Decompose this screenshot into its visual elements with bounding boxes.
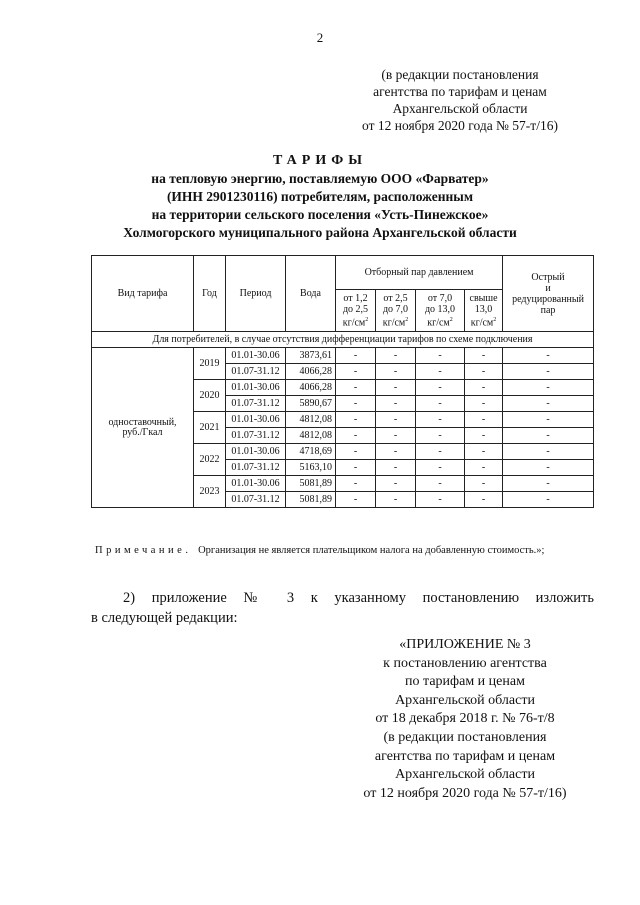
dash-cell: -: [376, 444, 416, 460]
period-cell: 01.01-30.06: [226, 348, 286, 364]
dash-cell: -: [416, 476, 465, 492]
dash-cell: -: [503, 348, 594, 364]
header-steam-unit: $кг/см^2$: [470, 316, 497, 329]
title-line: Холмогорского муниципального района Архангельской области: [123, 225, 517, 240]
header-note-line: агентства по тарифам и ценам: [373, 84, 547, 99]
period-cell: 01.01-30.06: [226, 380, 286, 396]
dash-cell: -: [416, 348, 465, 364]
header-reduced-steam: [503, 256, 594, 332]
header-steam-line: 13,0: [474, 303, 493, 315]
header-steam-4: [465, 290, 503, 332]
paragraph-line: 2) приложение № 3 к указанному постановлению изложить: [123, 590, 594, 606]
header-note: [340, 66, 580, 134]
title-main: ТАРИФЫ: [273, 153, 367, 168]
table-row: [92, 348, 594, 364]
header-steam-1: [336, 290, 376, 332]
group-label: Для потребителей, в случае отсутствия дифференциации тарифов по схеме подключения: [92, 332, 594, 348]
appendix-line: Архангельской области: [395, 767, 535, 783]
note-text: Организация не является плательщиком налога на добавленную стоимость.»;: [198, 545, 545, 556]
header-note-line: (в редакции постановления: [381, 67, 539, 82]
table-note: [95, 545, 544, 556]
dash-cell: -: [336, 428, 376, 444]
dash-cell: -: [465, 348, 503, 364]
header-steam-unit: $кг/см^2$: [427, 316, 453, 329]
page-number: 2: [316, 30, 324, 45]
water-value: 5081,89: [286, 476, 336, 492]
header-tariff-type: Вид тарифа: [92, 256, 194, 332]
header-year: Год: [194, 256, 226, 332]
dash-cell: -: [376, 380, 416, 396]
note-label: Примечание.: [95, 545, 192, 556]
header-reduced-line: пар: [540, 304, 556, 316]
dash-cell: -: [376, 364, 416, 380]
dash-cell: -: [465, 492, 503, 508]
period-cell: 01.01-30.06: [226, 476, 286, 492]
dash-cell: -: [416, 444, 465, 460]
dash-cell: -: [503, 380, 594, 396]
appendix-line: по тарифам и ценам: [405, 674, 525, 690]
header-reduced-line: редуцированный: [512, 293, 584, 305]
dash-cell: -: [336, 444, 376, 460]
year-cell: 2023: [194, 476, 226, 508]
dash-cell: -: [416, 492, 465, 508]
header-steam-line: от 2,5: [383, 292, 408, 304]
dash-cell: -: [376, 396, 416, 412]
dash-cell: -: [376, 476, 416, 492]
dash-cell: -: [376, 412, 416, 428]
dash-cell: -: [465, 444, 503, 460]
water-value: 4066,28: [286, 364, 336, 380]
water-value: 4718,69: [286, 444, 336, 460]
dash-cell: -: [336, 460, 376, 476]
dash-cell: -: [503, 444, 594, 460]
dash-cell: -: [416, 460, 465, 476]
header-steam-line: от 1,2: [343, 292, 368, 304]
dash-cell: -: [503, 364, 594, 380]
header-reduced-line: Острый: [531, 271, 565, 283]
appendix-line: к постановлению агентства: [383, 655, 547, 671]
dash-cell: -: [416, 396, 465, 412]
dash-cell: -: [465, 364, 503, 380]
dash-cell: -: [336, 412, 376, 428]
dash-cell: -: [465, 476, 503, 492]
dash-cell: -: [376, 348, 416, 364]
dash-cell: -: [503, 396, 594, 412]
title-line: на территории сельского поселения «Усть-Пинежское»: [151, 207, 489, 222]
water-value: 4812,08: [286, 412, 336, 428]
header-period: Период: [226, 256, 286, 332]
dash-cell: -: [465, 412, 503, 428]
water-value: 5081,89: [286, 492, 336, 508]
dash-cell: -: [336, 492, 376, 508]
period-cell: 01.01-30.06: [226, 412, 286, 428]
year-cell: 2019: [194, 348, 226, 380]
header-steam-line: до 13,0: [424, 303, 456, 315]
dash-cell: -: [503, 460, 594, 476]
header-steam-line: до 2,5: [342, 303, 369, 315]
tariff-name-cell: [92, 348, 194, 508]
dash-cell: -: [336, 380, 376, 396]
header-steam-line: до 7,0: [382, 303, 409, 315]
tariff-table: [91, 255, 594, 508]
dash-cell: -: [503, 428, 594, 444]
tariff-name-line: руб./Гкал: [122, 426, 163, 438]
header-water: Вода: [286, 256, 336, 332]
year-cell: 2021: [194, 412, 226, 444]
paragraph-line: в следующей редакции:: [91, 610, 238, 626]
dash-cell: -: [416, 428, 465, 444]
dash-cell: -: [465, 380, 503, 396]
tariff-name-line: одноставочный,: [108, 416, 177, 428]
dash-cell: -: [376, 492, 416, 508]
header-note-line: от 12 ноября 2020 года № 57-т/16): [362, 118, 558, 133]
dash-cell: -: [416, 380, 465, 396]
dash-cell: -: [336, 396, 376, 412]
water-value: 4066,28: [286, 380, 336, 396]
title-line: на тепловую энергию, поставляемую ООО «Фарватер»: [151, 171, 489, 186]
dash-cell: -: [336, 364, 376, 380]
header-steam-3: [416, 290, 465, 332]
dash-cell: -: [416, 364, 465, 380]
water-value: 3873,61: [286, 348, 336, 364]
header-steam-unit: $кг/см^2$: [382, 316, 409, 329]
dash-cell: -: [465, 396, 503, 412]
dash-cell: -: [416, 412, 465, 428]
appendix-line: «ПРИЛОЖЕНИЕ № 3: [399, 637, 531, 652]
period-cell: 01.01-30.06: [226, 444, 286, 460]
header-note-line: Архангельской области: [392, 101, 528, 116]
dash-cell: -: [503, 492, 594, 508]
appendix-line: от 12 ноября 2020 года № 57-т/16): [363, 785, 567, 801]
period-cell: 01.07-31.12: [226, 460, 286, 476]
dash-cell: -: [503, 412, 594, 428]
appendix-line: от 18 декабря 2018 г. № 76-т/8: [375, 711, 555, 727]
dash-cell: -: [465, 460, 503, 476]
header-steam-2: [376, 290, 416, 332]
document-title: [60, 152, 580, 242]
header-steam-line: свыше: [469, 292, 498, 304]
period-cell: 01.07-31.12: [226, 396, 286, 412]
body-paragraph: [91, 588, 594, 628]
dash-cell: -: [376, 460, 416, 476]
header-steam-unit: $кг/см^2$: [342, 316, 369, 329]
appendix-line: (в редакции постановления: [383, 729, 547, 745]
header-steam-group: Отборный пар давлением: [336, 256, 503, 290]
period-cell: 01.07-31.12: [226, 492, 286, 508]
header-reduced-line: и: [545, 282, 551, 294]
dash-cell: -: [503, 476, 594, 492]
title-line: (ИНН 2901230116) потребителям, расположенным: [166, 189, 474, 204]
dash-cell: -: [376, 428, 416, 444]
dash-cell: -: [465, 428, 503, 444]
appendix-line: Архангельской области: [395, 692, 535, 708]
dash-cell: -: [336, 348, 376, 364]
year-cell: 2022: [194, 444, 226, 476]
period-cell: 01.07-31.12: [226, 428, 286, 444]
year-cell: 2020: [194, 380, 226, 412]
water-value: 5163,10: [286, 460, 336, 476]
appendix-header: [345, 636, 585, 803]
dash-cell: -: [336, 476, 376, 492]
water-value: 4812,08: [286, 428, 336, 444]
period-cell: 01.07-31.12: [226, 364, 286, 380]
water-value: 5890,67: [286, 396, 336, 412]
header-steam-line: от 7,0: [427, 292, 453, 304]
appendix-line: агентства по тарифам и ценам: [374, 748, 556, 764]
